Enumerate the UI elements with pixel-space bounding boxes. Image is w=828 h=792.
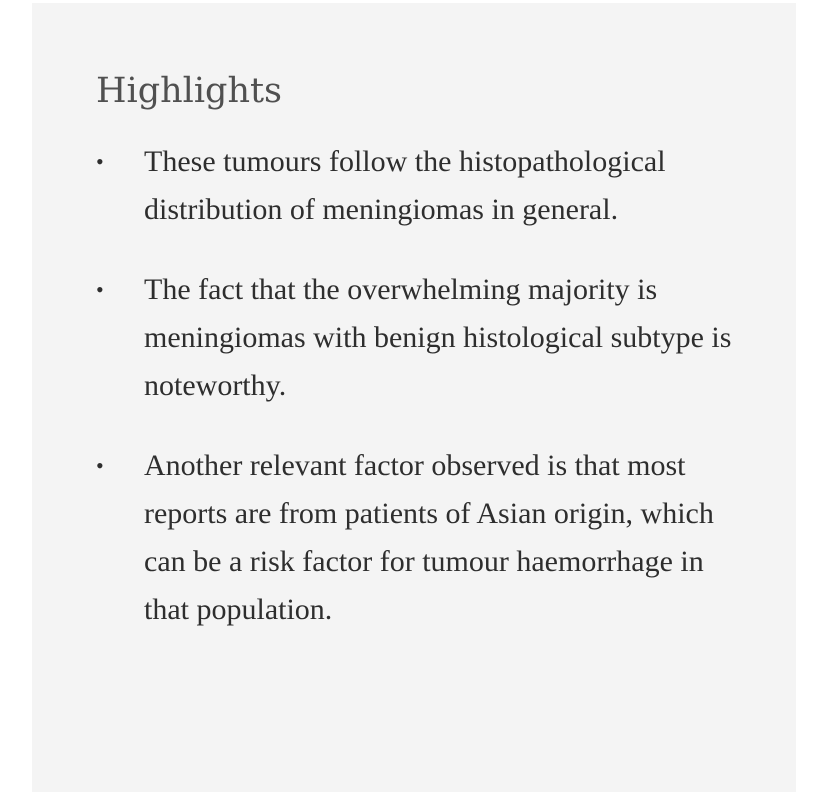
list-item (96, 266, 736, 410)
bullet-icon: • (96, 149, 104, 174)
highlight-text: These tumours follow the histopathological distribution of meningiomas in general. (144, 145, 666, 226)
highlights-list (96, 138, 736, 666)
list-item (96, 442, 736, 634)
highlight-text: Another relevant factor observed is that most reports are from patients of Asian origin, which can be a risk factor for tumour haemorrhage in that population. (144, 449, 714, 626)
highlight-text: The fact that the overwhelming majority is meningiomas with benign histological subtype is noteworthy. (144, 273, 732, 402)
bullet-icon: • (96, 453, 104, 478)
highlights-title: Highlights (96, 71, 283, 111)
list-item (96, 138, 736, 234)
highlights-panel (32, 3, 796, 792)
bullet-icon: • (96, 277, 104, 302)
